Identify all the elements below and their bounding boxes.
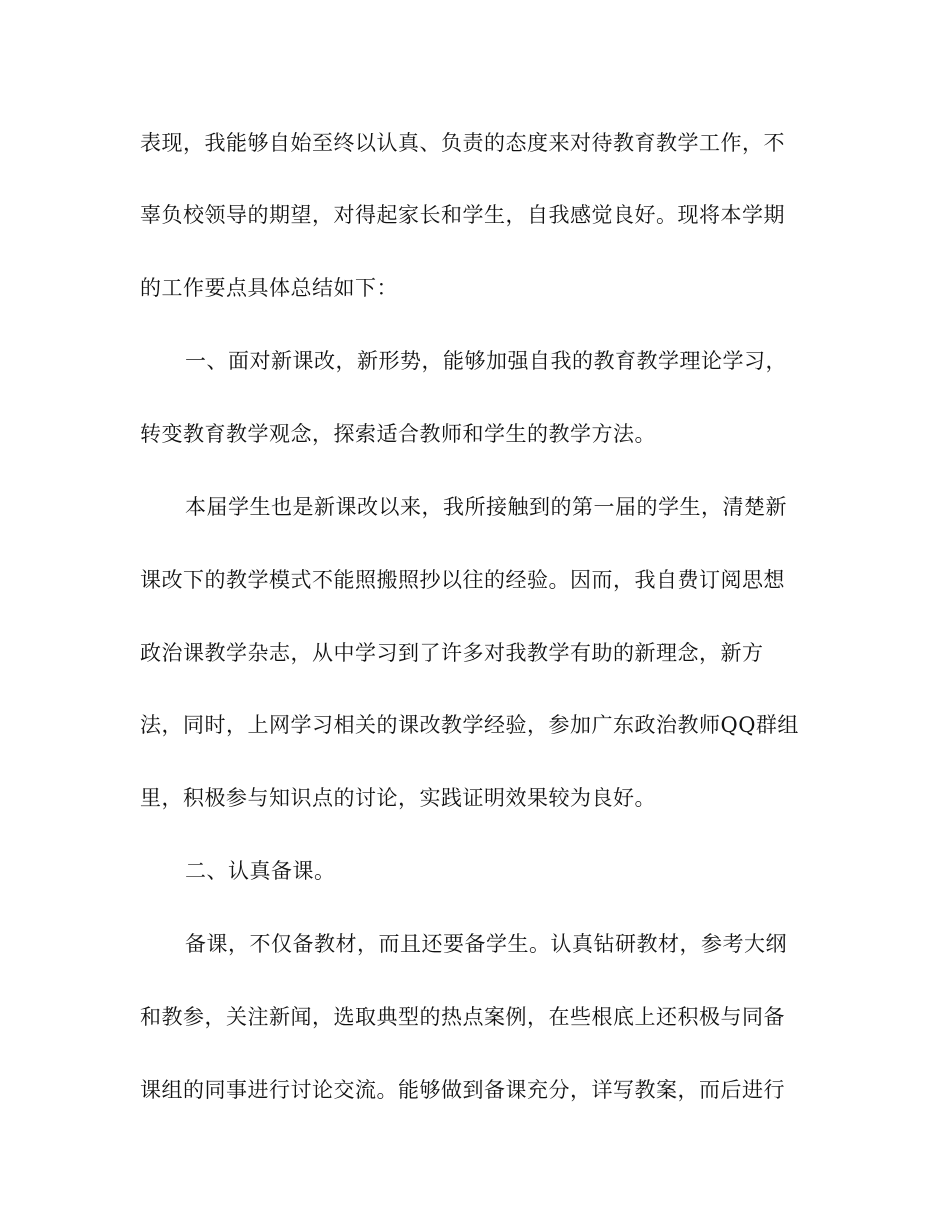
section-heading-2: 二、认真备课。 [185,859,336,883]
text-line: 辜负校领导的期望，对得起家长和学生，自我感觉良好。现将本学期 [140,203,785,227]
text-line: 表现，我能够自始至终以认真、负责的态度来对待教育教学工作，不 [140,131,785,155]
text-line: 的工作要点具体总结如下： [140,276,398,300]
text-line: 课组的同事进行讨论交流。能够做到备课充分，详写教案，而后进行 [140,1078,785,1102]
text-line: 和教参，关注新闻，选取典型的热点案例，在些根底上还积极与同备 [140,1005,785,1029]
paragraph-start: 备课，不仅备教材，而且还要备学生。认真钻研教材，参考大纲 [185,932,787,956]
paragraph-start: 本届学生也是新课改以来，我所接触到的第一届的学生，清楚新 [185,495,787,519]
text-line: 法，同时，上网学习相关的课改教学经验，参加广东政治教师QQ群组 [140,713,799,737]
text-line: 转变教育教学观念，探索适合教师和学生的教学方法。 [140,422,656,446]
text-line: 课改下的教学模式不能照搬照抄以往的经验。因而，我自费订阅思想 [140,568,785,592]
section-heading-1: 一、面对新课改，新形势，能够加强自我的教育教学理论学习， [185,349,787,373]
text-line: 里，积极参与知识点的讨论，实践证明效果较为良好。 [140,786,656,810]
text-line: 政治课教学杂志，从中学习到了许多对我教学有助的新理念，新方 [140,641,764,665]
